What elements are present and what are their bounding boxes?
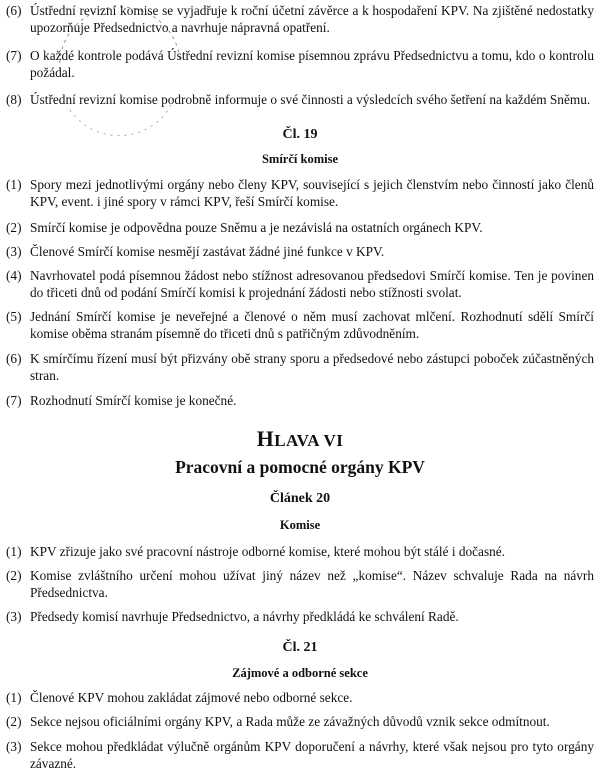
paragraph-text: Komise zvláštního určení mohou užívat jiný název než „komise“. Název schvaluje Rada na návrh Předsednictva. bbox=[30, 568, 594, 600]
article-title: Čl. 19 bbox=[282, 127, 318, 142]
paragraph-number: (4) bbox=[6, 268, 22, 283]
paragraph-number: (8) bbox=[6, 92, 22, 107]
paragraph bbox=[6, 2, 594, 36]
paragraph bbox=[6, 308, 594, 342]
paragraph-number: (3) bbox=[6, 739, 22, 754]
paragraph-text: Sekce mohou předkládat výlučně orgánům KPV doporučení a návrhy, které však nejsou pro tyto orgány závazné. bbox=[30, 739, 594, 771]
paragraph-text: Členové Smírčí komise nesmějí zastávat žádné jiné funkce v KPV. bbox=[30, 244, 385, 259]
article-subtitle: Komise bbox=[279, 518, 321, 532]
paragraph bbox=[6, 91, 594, 108]
article-title: Čl. 21 bbox=[282, 640, 318, 655]
article-subtitle: Smírčí komise bbox=[261, 152, 339, 166]
paragraph bbox=[6, 713, 594, 730]
chapter-title-initial: H bbox=[256, 426, 275, 451]
paragraph-number: (7) bbox=[6, 48, 22, 63]
chapter-title bbox=[0, 426, 600, 452]
paragraph-text: Ústřední revizní komise se vyjadřuje k roční účetní závěrce a k hospodaření KPV. Na zjištěné nedostatky upozorňuje Předsednictvo a navrhuje nápravná opatření. bbox=[30, 3, 594, 35]
paragraph-number: (6) bbox=[6, 351, 22, 366]
article-subtitle: Zájmové a odborné sekce bbox=[232, 666, 368, 680]
paragraph-number: (3) bbox=[6, 609, 22, 624]
paragraph-text: Jednání Smírčí komise je neveřejné a členové o něm musí zachovat mlčení. Rozhodnutí sdělí Smírčí komise oběma stranám písemně do třiceti dnů s patřičným zdůvodněním. bbox=[30, 309, 594, 341]
paragraph bbox=[6, 47, 594, 81]
paragraph-text: Rozhodnutí Smírčí komise je konečné. bbox=[30, 393, 237, 408]
paragraph bbox=[6, 608, 594, 625]
paragraph-text: Předsedy komisí navrhuje Předsednictvo, a návrhy předkládá ke schválení Radě. bbox=[30, 609, 459, 624]
paragraph bbox=[6, 219, 594, 236]
paragraph-text: O každé kontrole podává Ústřední revizní komise písemnou zprávu Předsednictvu a tomu, kdo o kontrolu požádal. bbox=[30, 48, 594, 80]
paragraph-number: (7) bbox=[6, 393, 22, 408]
paragraph-number: (1) bbox=[6, 177, 22, 192]
article-title: Článek 20 bbox=[269, 491, 331, 506]
paragraph-text: Ústřední revizní komise podrobně informuje o své činnosti a výsledcích svého šetření na každém Sněmu. bbox=[30, 92, 591, 107]
paragraph-number: (2) bbox=[6, 568, 22, 583]
paragraph bbox=[6, 243, 594, 260]
paragraph-number: (1) bbox=[6, 690, 22, 705]
chapter-subtitle: Pracovní a pomocné orgány KPV bbox=[175, 457, 425, 477]
paragraph bbox=[6, 567, 594, 601]
paragraph-text: Členové KPV mohou zakládat zájmové nebo odborné sekce. bbox=[30, 690, 353, 705]
paragraph bbox=[6, 543, 594, 560]
paragraph-text: K smírčímu řízení musí být přizvány obě strany sporu a předsedové nebo zástupci poboček zúčastněných stran. bbox=[30, 351, 594, 383]
paragraph-number: (1) bbox=[6, 544, 22, 559]
paragraph-number: (2) bbox=[6, 714, 22, 729]
paragraph-text: Navrhovatel podá písemnou žádost nebo stížnost adresovanou předsedovi Smírčí komise. Ten je povinen do třiceti dnů od podání Smírčí komisi k projednání žádosti nebo stížnosti svolat. bbox=[30, 268, 594, 300]
paragraph-text: Spory mezi jednotlivými orgány nebo členy KPV, související s jejich členstvím nebo činností jako členů KPV, event. i jiné spory v rámci KPV, řeší Smírčí komise. bbox=[30, 177, 594, 209]
paragraph bbox=[6, 176, 594, 210]
paragraph-text: Smírčí komise je odpovědna pouze Sněmu a je nezávislá na ostatních orgánech KPV. bbox=[30, 220, 483, 235]
paragraph-number: (6) bbox=[6, 3, 22, 18]
paragraph bbox=[6, 738, 594, 772]
chapter-title-rest: LAVA VI bbox=[274, 431, 344, 450]
paragraph-number: (3) bbox=[6, 244, 22, 259]
paragraph-number: (5) bbox=[6, 309, 22, 324]
paragraph bbox=[6, 350, 594, 384]
paragraph-text: Sekce nejsou oficiálními orgány KPV, a Rada může ze závažných důvodů vznik sekce odmítnout. bbox=[30, 714, 550, 729]
paragraph bbox=[6, 689, 594, 706]
paragraph-text: KPV zřizuje jako své pracovní nástroje odborné komise, které mohou být stálé i dočasné. bbox=[30, 544, 505, 559]
paragraph-number: (2) bbox=[6, 220, 22, 235]
paragraph bbox=[6, 392, 594, 409]
paragraph bbox=[6, 267, 594, 301]
